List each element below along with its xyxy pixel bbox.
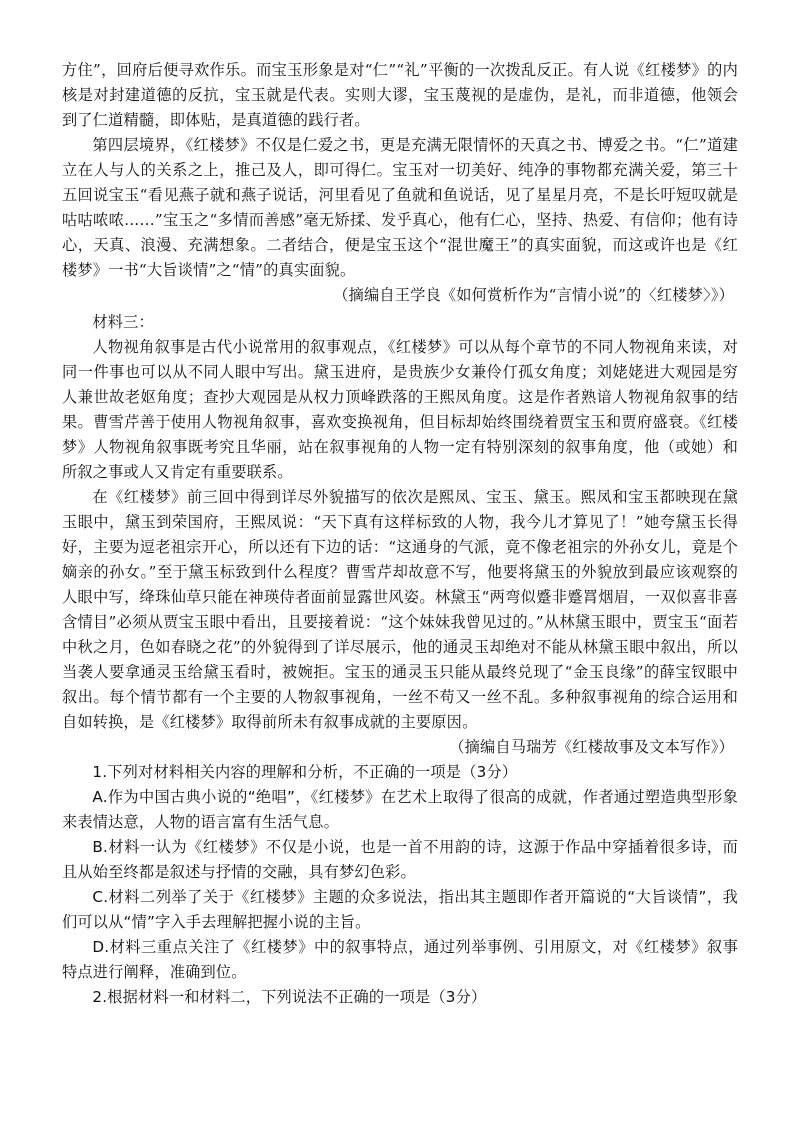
material-3-paragraph-1: 人物视角叙事是古代小说常用的叙事观点，《红楼梦》可以从每个章节的不同人物视角来读，对同一件事也可以从不同人眼中写出。黛玉进府，是贵族少女兼伶仃孤女角度；刘姥姥进大观园是穷人兼世故老妪角度；查抄大观园是从权力顶峰跌落的王熙凤角度。这是作者熟谙人物视角叙事的结果。曹雪芹善于使用人物视角叙事，喜欢变换视角，但目标却始终围绕着贾宝玉和贾府盛衰。《红楼梦》人物视角叙事既考究且华丽，站在叙事视角的人物一定有特别深刻的叙事角度，他（或她）和所叙之事或人又肯定有重要联系。 <box>62 338 738 481</box>
question-1-option-c: C.材料二列举了关于《红楼梦》主题的众多说法，指出其主题即作者开篇说的“大旨谈情”，我们可以从“情”字入手去理解把握小说的主旨。 <box>62 888 738 931</box>
material-2-tail-paragraph: 方住”，回府后便寻欢作乐。而宝玉形象是对“仁”“礼”平衡的一次拨乱反正。有人说《红楼梦》的内核是对封建道德的反抗，宝玉就是代表。实则大谬，宝玉蔑视的是虚伪，是礼，而非道德，他领会到了仁道精髓，即体贴，是真道德的践行者。 <box>62 61 738 129</box>
material-3-source: （摘编自马瑞芳《红楼故事及文本写作》） <box>449 738 734 756</box>
material-3-paragraph-2: 在《红楼梦》前三回中得到详尽外貌描写的依次是熙凤、宝玉、黛玉。熙凤和宝玉都映现在黛玉眼中，黛玉到荣国府，王熙凤说：“天下真有这样标致的人物，我今儿才算见了！”她夸黛玉长得好，主要为逗老祖宗开心，所以还有下边的话：“这通身的气派，竟不像老祖宗的外孙女儿，竟是个嫡亲的孙女。”至于黛玉标致到什么程度？曹雪芹却故意不写，他要将黛玉的外貌放到最应该观察的人眼中写，绛珠仙草只能在神瑛侍者面前显露世风姿。林黛玉“两弯似蹙非蹙罥烟眉，一双似喜非喜含情目”必须从贾宝玉眼中看出，且要接着说：“这个妹妹我曾见过的。”从林黛玉眼中，贾宝玉“面若中秋之月，色如春晓之花”的外貌得到了详尽展示，他的通灵玉却绝对不能从林黛玉眼中叙出，所以当袭人要拿通灵玉给黛玉看时，被婉拒。宝玉的通灵玉只能从最终兑现了“金玉良缘”的薛宝钗眼中叙出。每个情节都有一个主要的人物叙事视角，一丝不苟又一丝不乱。多种叙事视角的综合运用和自如转换，是《红楼梦》取得前所未有叙事成就的主要原因。 <box>62 488 738 731</box>
question-1-option-d: D.材料三重点关注了《红楼梦》中的叙事特点，通过列举事例、引用原文，对《红楼梦》叙事特点进行阐释，准确到位。 <box>62 938 738 981</box>
question-1-stem: 1.下列对材料相关内容的理解和分析，不正确的一项是（3分） <box>92 763 518 781</box>
material-3-heading: 材料三： <box>92 313 154 331</box>
question-2-stem: 2.根据材料一和材料二，下列说法不正确的一项是（3分） <box>92 988 487 1006</box>
question-1-option-b: B.材料一认为《红楼梦》不仅是小说，也是一首不用韵的诗，这源于作品中穿插着很多诗，而且从始至终都是叙述与抒情的交融，具有梦幻色彩。 <box>62 838 738 881</box>
document-page <box>62 58 738 1010</box>
material-2-paragraph-4: 第四层境界，《红楼梦》不仅是仁爱之书，更是充满无限情怀的天真之书、博爱之书。“仁”道建立在人与人的关系之上，推己及人，即可得仁。宝玉对一切美好、纯净的事物都充满关爱，第三十五回说宝玉“看见燕子就和燕子说话，河里看见了鱼就和鱼说话，见了星星月亮，不是长吁短叹就是咕咕哝哝……”宝玉之“多情而善感”毫无矫揉、发乎真心，他有仁心，坚持、热爱、有信仰；他有诗心，天真、浪漫、充满想象。二者结合，便是宝玉这个“混世魔王”的真实面貌，而这或许也是《红楼梦》一书“大旨谈情”之“情”的真实面貌。 <box>62 136 738 279</box>
question-1-option-a: A.作为中国古典小说的“绝唱”，《红楼梦》在艺术上取得了很高的成就，作者通过塑造典型形象来表情达意，人物的语言富有生活气息。 <box>62 788 738 831</box>
material-2-source: （摘编自王学良《如何赏析作为“言情小说”的〈红楼梦〉》） <box>333 286 734 304</box>
